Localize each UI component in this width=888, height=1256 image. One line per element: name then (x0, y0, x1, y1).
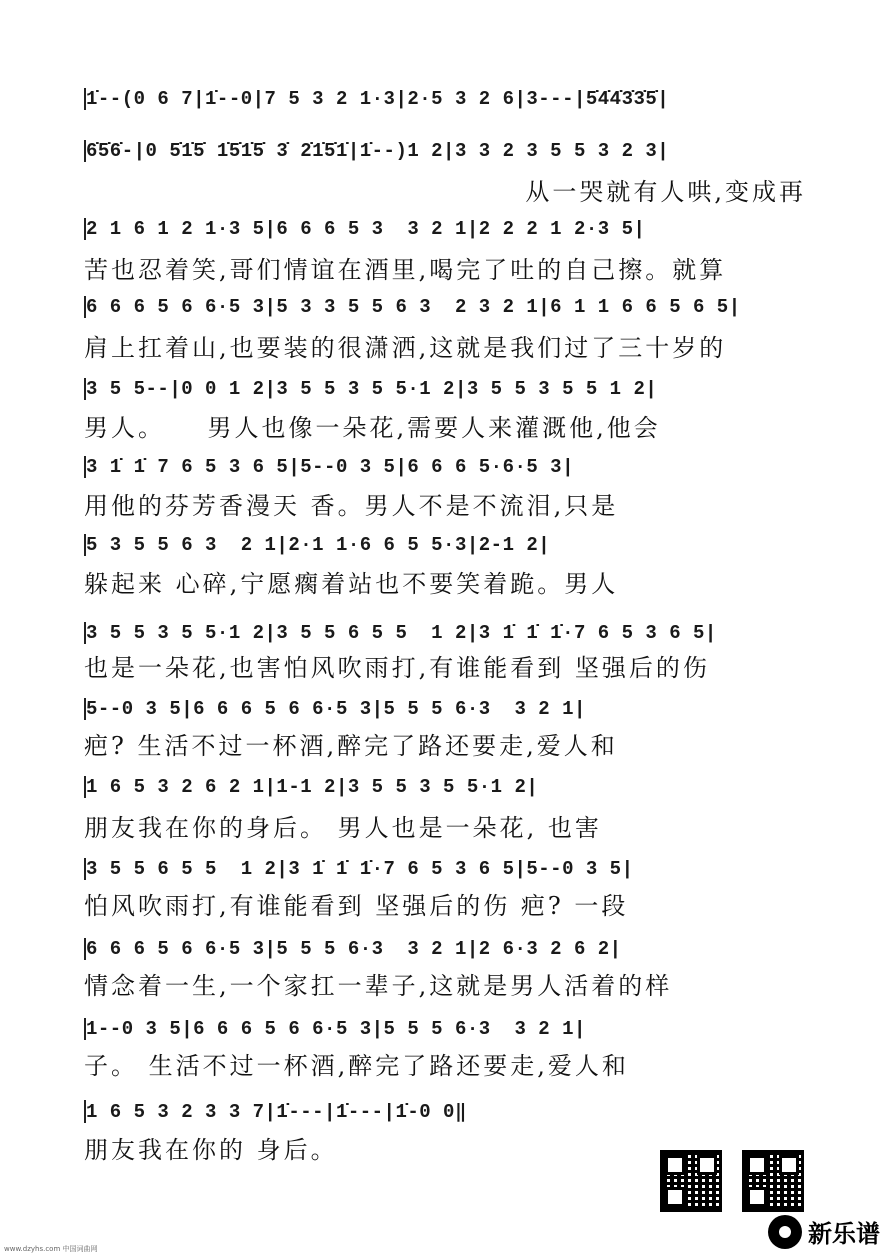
notation-line-3: 2 1 6 1 2 1·3 5|6 6 6 5 3 3 2 1|2 2 2 1 2·3 5| (84, 218, 808, 240)
lyrics-line-8: 也是一朵花,也害怕风吹雨打,有谁能看到 坚强后的伤 (84, 654, 710, 682)
notation-line-12: 6 6 6 5 6 6·5 3|5 5 5 6·3 3 2 1|2 6·3 2 6 2| (84, 938, 808, 960)
notation-line-9: 5--0 3 5|6 6 6 5 6 6·5 3|5 5 5 6·3 3 2 1| (84, 698, 808, 720)
notation-line-11: 3 5 5 6 5 5 1 2|3 1̇ 1̇ 1̇·7 6 5 3 6 5|5--0 3 5| (84, 858, 808, 880)
qr-code-right (742, 1150, 804, 1212)
notation-line-7: 5 3 5 5 6 3 2 1|2·1 1·6 6 5 5·3|2-1 2| (84, 534, 808, 556)
lyrics-line-14: 朋友我在你的 身后。 (84, 1136, 338, 1164)
lyrics-line-12: 情念着一生,一个家扛一辈子,这就是男人活着的样 (84, 972, 673, 1000)
lyrics-line-5: 男人。 男人也像一朵花,需要人来灌溉他,他会 (84, 414, 661, 442)
notation-line-5: 3 5 5--|0 0 1 2|3 5 5 3 5 5·1 2|3 5 5 3 5 5 1 2| (84, 378, 808, 400)
lyrics-line-9: 疤? 生活不过一杯酒,醉完了路还要走,爱人和 (84, 732, 618, 760)
lyrics-line-13: 子。 生活不过一杯酒,醉完了路还要走,爱人和 (84, 1052, 629, 1080)
lyrics-line-7: 躲起来 心碎,宁愿瘸着站也不要笑着跪。男人 (84, 570, 619, 598)
lyrics-line-3: 苦也忍着笑,哥们情谊在酒里,喝完了吐的自己擦。就算 (84, 256, 727, 284)
brand-logo (768, 1214, 880, 1249)
notation-line-6: 3 1̇ 1̇ 7 6 5 3 6 5|5--0 3 5|6 6 6 5·6·5 3| (84, 456, 808, 478)
lyrics-line-11: 怕风吹雨打,有谁能看到 坚强后的伤 疤? 一段 (84, 892, 629, 920)
notation-line-2: 6̇5̇6̇-|0 5̇1̇5̇ 1̇5̇1̇5̇ 3̇ 2̇1̇5̇1̇|1̇--)1 2|3 3 2 3 5 5 3 2 3| (84, 140, 808, 162)
notation-line-14: 1 6 5 3 2 3 3 7|1̇---|1̇---|1̇-0 0‖ (84, 1100, 808, 1123)
vinyl-record-icon (768, 1215, 802, 1249)
notation-line-4: 6 6 6 5 6 6·5 3|5 3 3 5 5 6 3 2 3 2 1|6 1 1 6 6 5 6 5| (84, 296, 808, 318)
lyrics-line-2: 从一哭就有人哄,变成再 (525, 178, 806, 206)
brand-name: 新乐谱 (808, 1220, 880, 1248)
notation-line-10: 1 6 5 3 2 6 2 1|1-1 2|3 5 5 3 5 5·1 2| (84, 776, 808, 798)
notation-line-13: 1--0 3 5|6 6 6 5 6 6·5 3|5 5 5 6·3 3 2 1| (84, 1018, 808, 1040)
lyrics-line-6: 用他的芬芳香漫天 香。男人不是不流泪,只是 (84, 492, 619, 520)
notation-line-1: 1̇--(0 6 7|1̇--0|7 5 3 2 1·3|2·5 3 2 6|3---|5̇4̇4̇3̇3̇5̇| (84, 88, 808, 110)
lyrics-line-4: 肩上扛着山,也要装的很潇洒,这就是我们过了三十岁的 (84, 334, 727, 362)
notation-line-8: 3 5 5 3 5 5·1 2|3 5 5 6 5 5 1 2|3 1̇ 1̇ 1̇·7 6 5 3 6 5| (84, 622, 808, 644)
lyrics-line-10: 朋友我在你的身后。 男人也是一朵花, 也害 (84, 814, 602, 842)
footer-text: www.dzyhs.com 中国词曲网 (4, 1245, 98, 1253)
qr-code-left (660, 1150, 722, 1212)
